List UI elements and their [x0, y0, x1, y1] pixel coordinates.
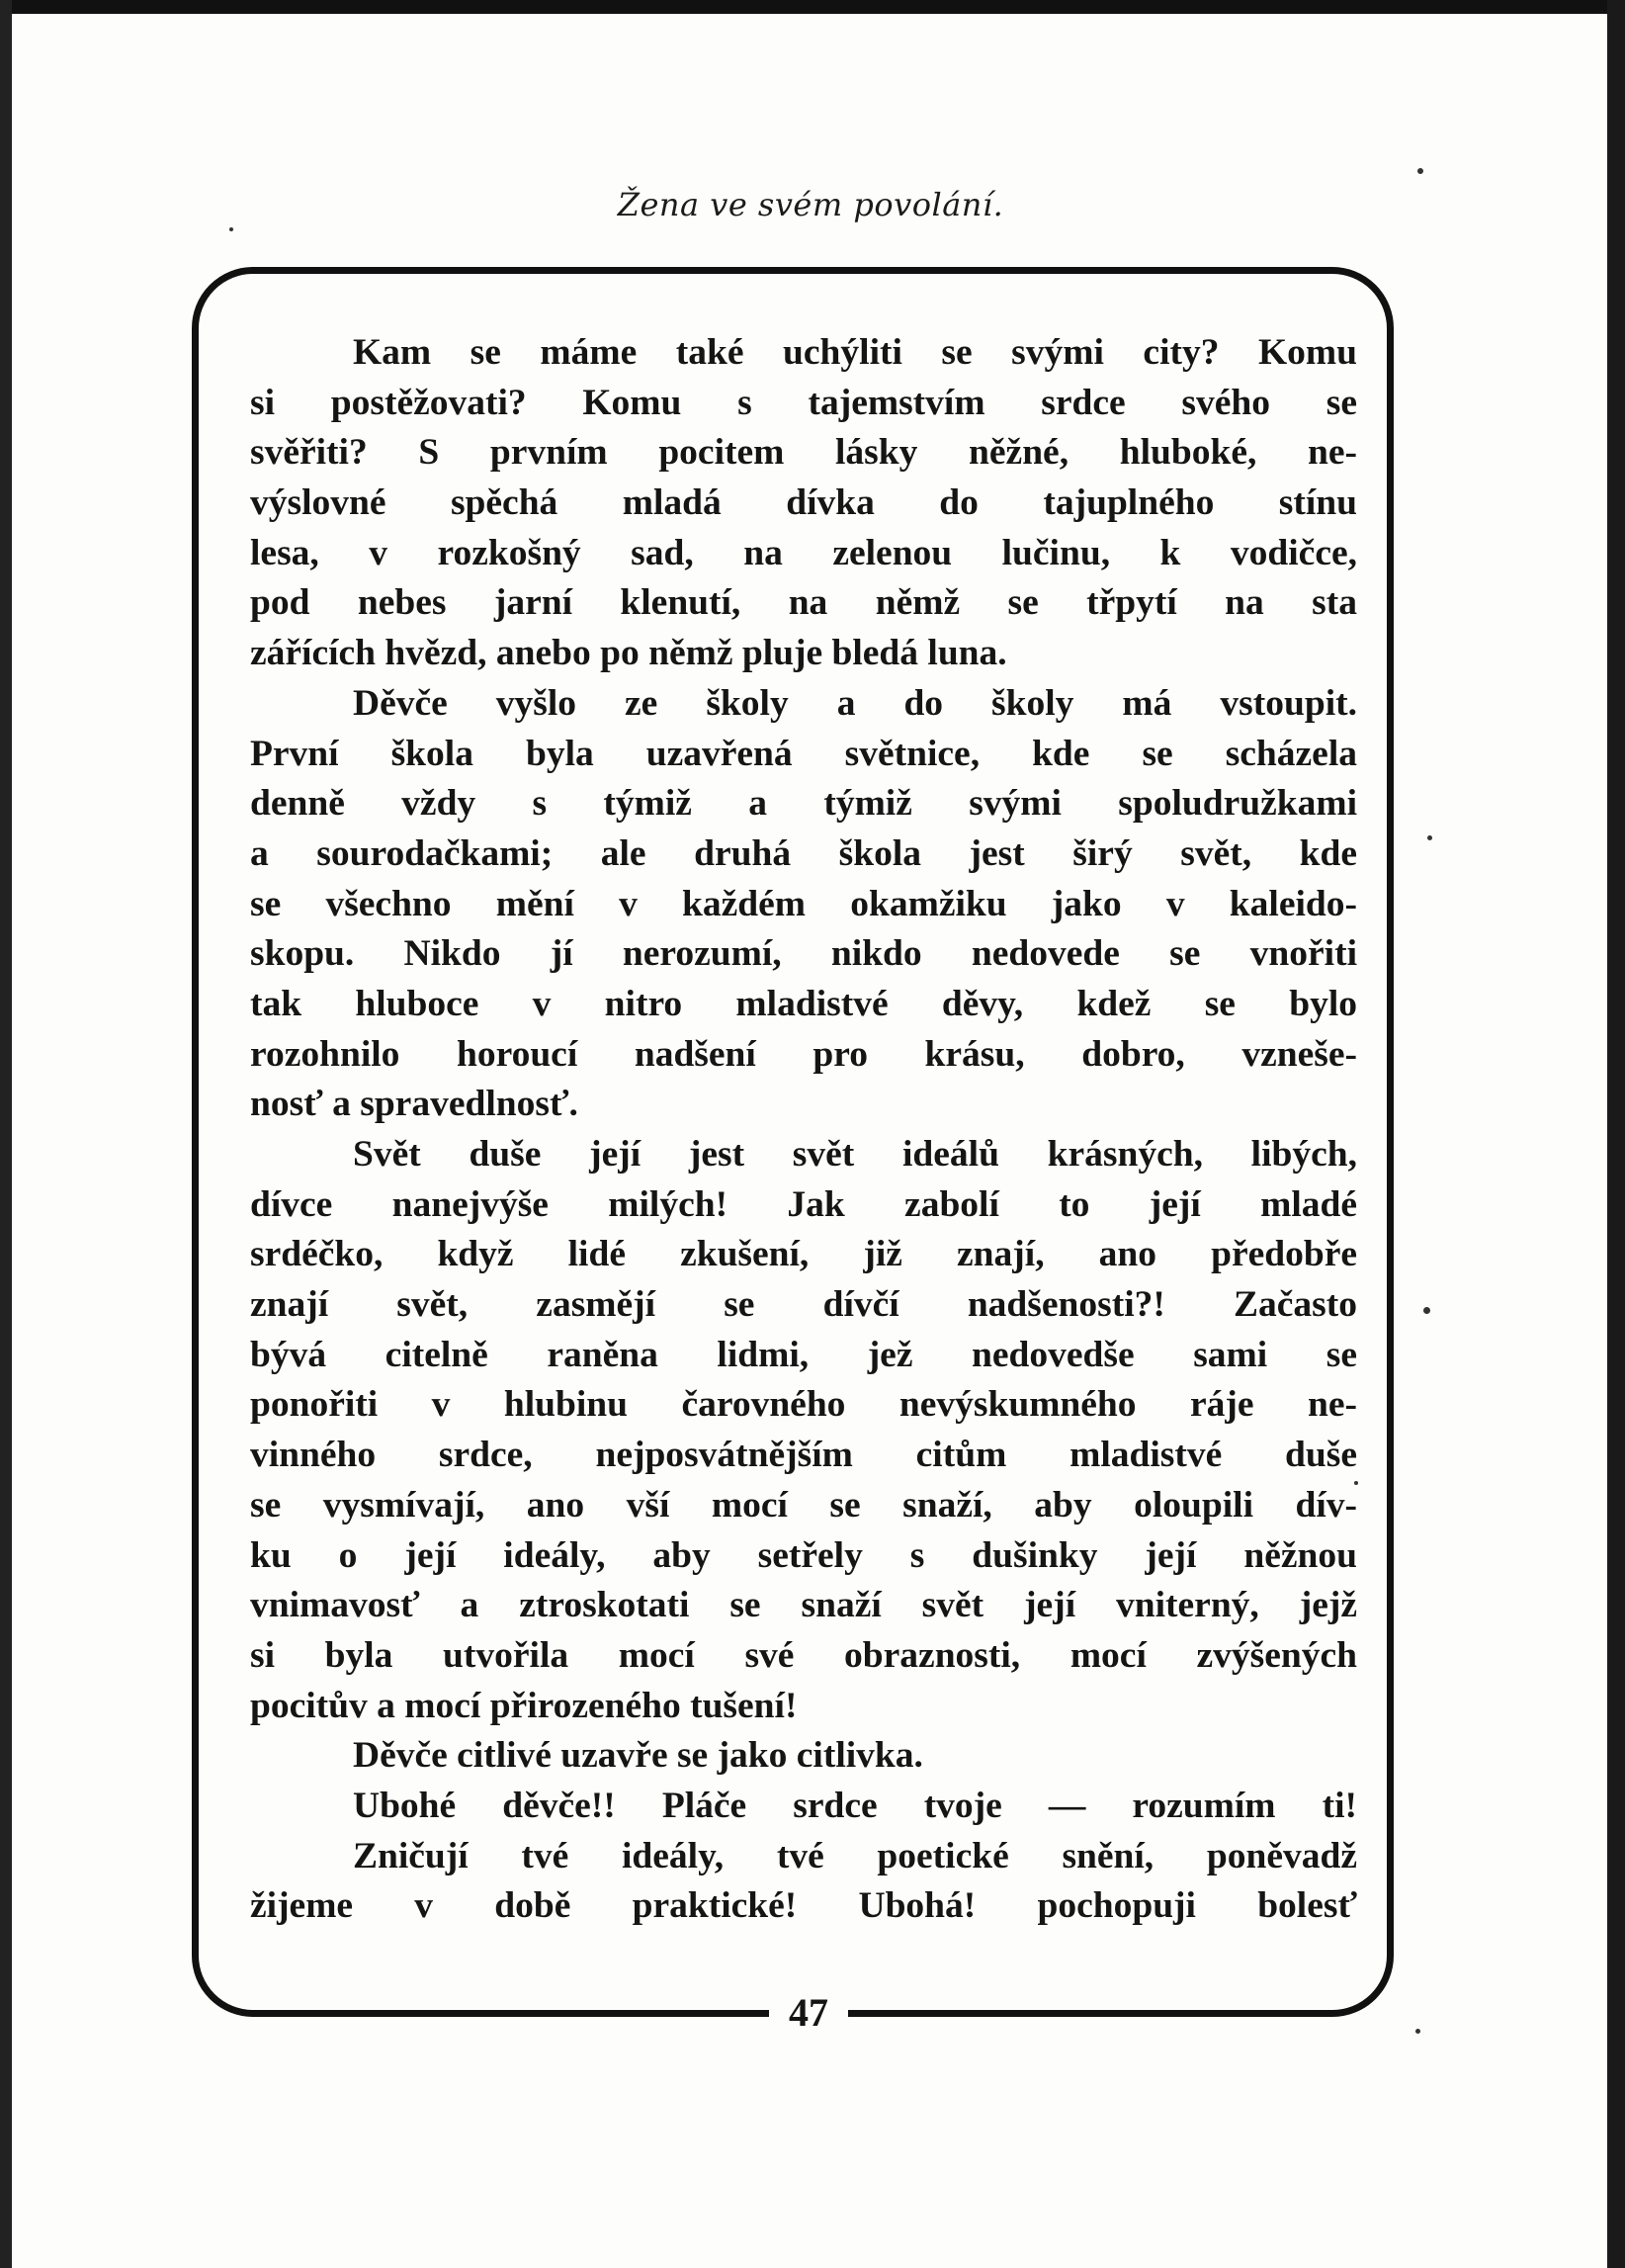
text-line: vinného srdce, nejposvátnějším citům mladistvé duše	[250, 1435, 1357, 1476]
text-line: se vysmívají, ano vší mocí se snaží, aby oloupili dív-	[250, 1484, 1357, 1526]
text-line: nosť a spravedlnosť.	[250, 1084, 578, 1125]
scan-edge-top	[0, 0, 1625, 14]
text-line: se všechno mění v každém okamžiku jako v kaleido-	[250, 883, 1357, 924]
text-line: Kam se máme také uchýliti se svými city? Komu	[353, 332, 1357, 373]
text-line: výslovné spěchá mladá dívka do tajuplného stínu	[250, 482, 1357, 524]
scan-edge-right	[1607, 0, 1625, 2268]
scan-edge-left	[0, 0, 12, 2268]
text-line: První škola byla uzavřená světnice, kde se scházela	[250, 733, 1357, 774]
text-line: a sourodačkami; ale druhá škola jest širý svět, kde	[250, 832, 1357, 874]
scan-speck	[1354, 1481, 1358, 1485]
scan-speck	[1417, 168, 1423, 174]
text-line: ku o její ideály, aby setřely s dušinky její něžnou	[250, 1534, 1357, 1576]
text-line: Ubohé děvče!! Pláče srdce tvoje — rozumím ti!	[353, 1785, 1357, 1826]
text-line: denně vždy s týmiž a týmiž svými spoludružkami	[250, 783, 1357, 825]
text-line: lesa, v rozkošný sad, na zelenou lučinu, k vodičce,	[250, 532, 1357, 573]
scan-speck	[229, 227, 233, 231]
text-line: si postěžovati? Komu s tajemstvím srdce svého se	[250, 382, 1357, 423]
running-title: Žena ve svém povolání.	[617, 186, 1004, 223]
text-line: žijeme v době praktické! Ubohá! pochopuji bolesť	[250, 1885, 1357, 1927]
text-line: znají svět, zasmějí se dívčí nadšenosti?! Začasto	[250, 1284, 1357, 1326]
text-line: srdéčko, když lidé zkušení, již znají, ano předobře	[250, 1234, 1357, 1275]
text-line: bývá citelně raněna lidmi, jež nedovedše sami se	[250, 1334, 1357, 1375]
body-text	[250, 328, 1357, 1932]
text-line: Děvče vyšlo ze školy a do školy má vstoupit.	[353, 682, 1357, 724]
text-line: Děvče citlivé uzavře se jako citlivka.	[353, 1735, 923, 1777]
text-line: si byla utvořila mocí své obraznosti, mocí zvýšených	[250, 1634, 1357, 1676]
text-line: Zničují tvé ideály, tvé poetické snění, poněvadž	[353, 1835, 1357, 1876]
text-line: pod nebes jarní klenutí, na němž se třpytí na sta	[250, 582, 1357, 624]
text-line: Svět duše její jest svět ideálů krásných, libých,	[353, 1134, 1357, 1175]
scan-speck	[1427, 835, 1432, 840]
text-line: svěřiti? S prvním pocitem lásky něžné, hluboké, ne-	[250, 432, 1357, 474]
text-line: tak hluboce v nitro mladistvé děvy, kdež se bylo	[250, 983, 1357, 1024]
page-number: 47	[769, 1985, 848, 2041]
scan-speck	[1415, 2029, 1420, 2034]
text-line: dívce nanejvýše milých! Jak zabolí to její mladé	[250, 1183, 1357, 1225]
text-line: skopu. Nikdo jí nerozumí, nikdo nedovede se vnořiti	[250, 933, 1357, 975]
text-line: vnimavosť a ztroskotati se snaží svět její vniterný, jejž	[250, 1585, 1357, 1626]
text-line: pocitův a mocí přirozeného tušení!	[250, 1685, 798, 1726]
text-line: zářících hvězd, anebo po němž pluje bledá luna.	[250, 633, 1007, 674]
text-line: ponořiti v hlubinu čarovného nevýskumného ráje ne-	[250, 1384, 1357, 1426]
scan-speck	[1423, 1307, 1430, 1314]
text-line: rozohnilo horoucí nadšení pro krásu, dobro, vzneše-	[250, 1033, 1357, 1075]
